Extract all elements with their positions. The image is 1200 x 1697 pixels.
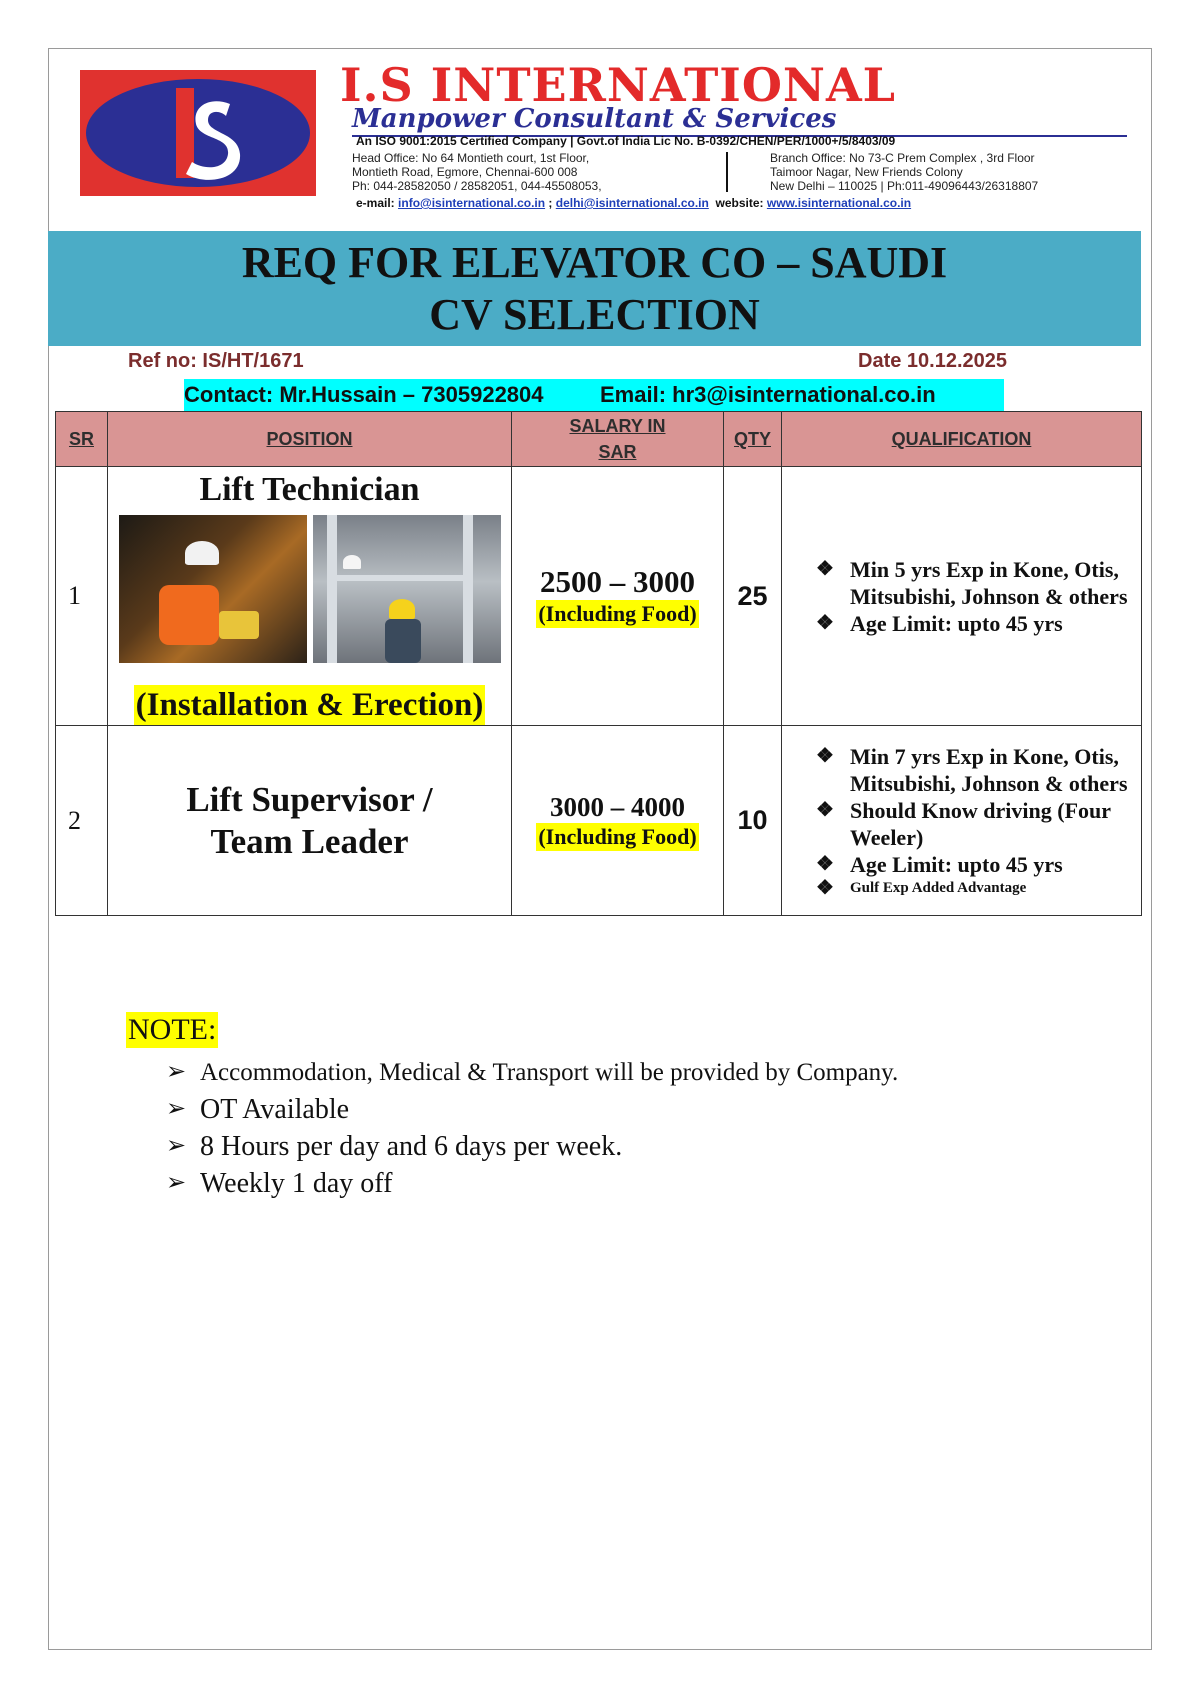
- diamond-bullet-icon: ❖: [816, 799, 834, 821]
- diamond-bullet-icon: ❖: [816, 611, 834, 634]
- email-link-delhi[interactable]: delhi@isinternational.co.in: [555, 196, 709, 210]
- diamond-bullet-icon: ❖: [816, 853, 834, 875]
- company-certification: An ISO 9001:2015 Certified Company | Govt.of India Lic No. B-0392/CHEN/PER/1000+/5/8403/09: [356, 134, 896, 148]
- reference-number: Ref no: IS/HT/1671: [128, 350, 304, 372]
- arrow-bullet-icon: ➢: [166, 1059, 187, 1085]
- position-title-line2: Team Leader: [210, 821, 409, 861]
- table-row: [56, 726, 1142, 916]
- position-subtitle: (Installation & Erection): [135, 687, 484, 723]
- row-position: [108, 467, 512, 726]
- email-separator: ;: [548, 196, 553, 210]
- diamond-bullet-icon: ❖: [816, 557, 834, 580]
- head-office-line: Montieth Road, Egmore, Chennai-600 008: [352, 165, 578, 179]
- row-sr: 2: [56, 726, 108, 916]
- row-qualification: [782, 726, 1142, 916]
- salary-range: 3000 – 4000: [550, 791, 685, 822]
- note-item: ➢ 8 Hours per day and 6 days per week.: [166, 1128, 898, 1165]
- row-position: [108, 726, 512, 916]
- note-item: ➢ Weekly 1 day off: [166, 1165, 898, 1202]
- qualification-item: ❖ Min 7 yrs Exp in Kone, Otis, Mitsubishi, Johnson & others: [816, 744, 1128, 796]
- note-label: NOTE:: [128, 1013, 217, 1046]
- contact-email: Email: hr3@isinternational.co.in: [600, 382, 936, 407]
- banner-title-line1: REQ FOR ELEVATOR CO – SAUDI: [241, 238, 948, 287]
- qualification-item: ❖ Age Limit: upto 45 yrs: [816, 610, 1063, 636]
- arrow-bullet-icon: ➢: [166, 1170, 187, 1196]
- installation-photo: [313, 515, 501, 663]
- head-office-address: [352, 151, 602, 193]
- note-list: [166, 1054, 898, 1202]
- head-office-line: Head Office: No 64 Montieth court, 1st Floor,: [352, 151, 590, 165]
- row-qty: 10: [724, 726, 782, 916]
- title-banner: [48, 231, 1141, 346]
- diamond-bullet-icon: ❖: [816, 877, 834, 899]
- header-qty: QTY: [724, 412, 782, 467]
- job-table: [55, 411, 1142, 916]
- office-divider: [726, 152, 728, 192]
- letterhead-contact-line: [356, 196, 911, 210]
- row-qualification: [782, 467, 1142, 726]
- note-item: ➢ Accommodation, Medical & Transport will be provided by Company.: [166, 1054, 898, 1091]
- technician-photo: [119, 515, 307, 663]
- contact-person: Contact: Mr.Hussain – 7305922804: [184, 382, 544, 407]
- position-photos: [108, 515, 511, 663]
- arrow-bullet-icon: ➢: [166, 1133, 187, 1159]
- arrow-bullet-icon: ➢: [166, 1096, 187, 1122]
- company-name: I.S INTERNATIONAL: [340, 58, 896, 112]
- email-link-info[interactable]: info@isinternational.co.in: [398, 196, 546, 210]
- table-row: [56, 467, 1142, 726]
- banner-title-line2: CV SELECTION: [429, 290, 760, 339]
- diamond-bullet-icon: ❖: [816, 745, 834, 767]
- document-date: Date 10.12.2025: [858, 350, 1008, 372]
- branch-office-line: Branch Office: No 73-C Prem Complex , 3rd Floor: [770, 151, 1035, 165]
- position-title: Lift Technician: [199, 471, 420, 508]
- salary-note: (Including Food): [538, 601, 697, 626]
- qualification-list: [816, 743, 1133, 898]
- branch-office-line: Taimoor Nagar, New Friends Colony: [770, 165, 963, 179]
- row-qty: 25: [724, 467, 782, 726]
- row-salary: [512, 726, 724, 916]
- row-sr: 1: [56, 467, 108, 726]
- head-office-line: Ph: 044-28582050 / 28582051, 044-45508053,: [352, 179, 602, 193]
- website-link[interactable]: www.isinternational.co.in: [766, 196, 912, 210]
- salary-range: 2500 – 3000: [540, 564, 695, 599]
- header-sr: SR: [56, 412, 108, 467]
- company-tagline: Manpower Consultant & Services: [352, 104, 1127, 137]
- header-position: POSITION: [108, 412, 512, 467]
- qualification-item: ❖ Age Limit: upto 45 yrs: [816, 852, 1063, 877]
- salary-note: (Including Food): [538, 823, 697, 849]
- company-logo: [80, 70, 316, 196]
- header-salary-line2: SAR: [598, 442, 637, 462]
- header-qualification: QUALIFICATION: [782, 412, 1142, 467]
- qualification-item: ❖ Should Know driving (Four Weeler): [816, 798, 1111, 850]
- header-salary-line1: SALARY IN: [569, 416, 666, 436]
- header-salary: [512, 412, 724, 467]
- qualification-item: ❖ Gulf Exp Added Advantage: [816, 877, 1027, 899]
- logo-mark-icon: [80, 70, 316, 196]
- position-title-line1: Lift Supervisor /: [186, 779, 433, 819]
- qualification-item: ❖ Min 5 yrs Exp in Kone, Otis, Mitsubishi, Johnson & others: [816, 556, 1128, 609]
- row-salary: [512, 467, 724, 726]
- qualification-list: [816, 556, 1133, 637]
- branch-office-address: [770, 151, 1038, 193]
- branch-office-line: New Delhi – 110025 | Ph:011-49096443/26318807: [770, 179, 1039, 193]
- note-item: ➢ OT Available: [166, 1091, 898, 1128]
- website-label: website:: [715, 196, 764, 210]
- table-header-row: [56, 412, 1142, 467]
- contact-bar: [184, 379, 1004, 411]
- email-label: e-mail:: [356, 196, 395, 210]
